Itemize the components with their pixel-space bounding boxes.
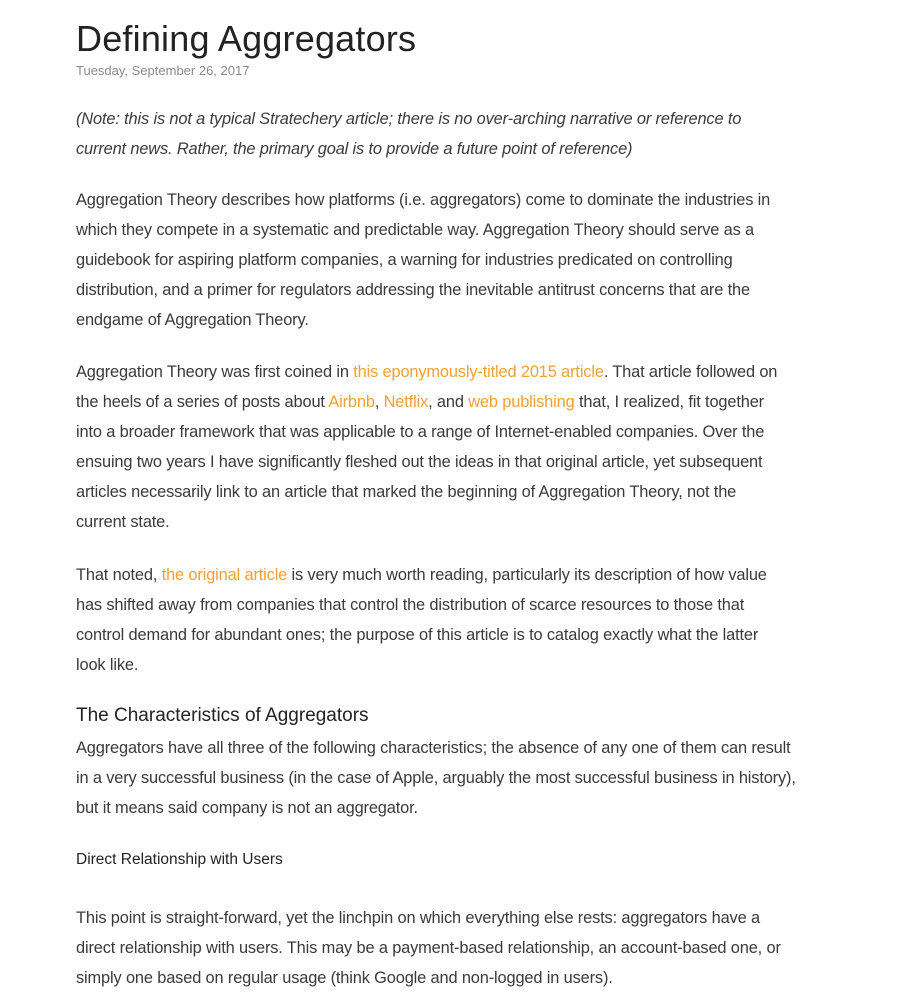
paragraph-line: which they compete in a systematic and predictable way. Aggregation Theory should serve as a xyxy=(76,221,755,239)
link-airbnb[interactable]: Airbnb xyxy=(328,393,375,411)
paragraph-line: but it means said company is not an aggregator. xyxy=(76,799,418,817)
text-run: is very much worth reading, particularly its description of how value xyxy=(287,566,767,584)
link-web-publishing[interactable]: web publishing xyxy=(468,393,575,411)
paragraph-original-article xyxy=(76,560,886,680)
paragraph-line: endgame of Aggregation Theory. xyxy=(76,311,309,329)
paragraph-history xyxy=(76,357,886,537)
section-heading: The Characteristics of Aggregators xyxy=(76,705,369,726)
subsection-heading: Direct Relationship with Users xyxy=(76,851,283,868)
paragraph-intro xyxy=(76,185,886,335)
link-eponymous-article[interactable]: this eponymously-titled 2015 article xyxy=(353,363,604,381)
text-run: that, I realized, fit together xyxy=(574,393,764,411)
paragraph-characteristics xyxy=(76,733,886,823)
paragraph-line: into a broader framework that was applicable to a range of Internet-enabled companies. Over the xyxy=(76,423,765,441)
paragraph-line: distribution, and a primer for regulators addressing the inevitable antitrust concerns that are the xyxy=(76,281,750,299)
article-title: Defining Aggregators xyxy=(76,18,417,59)
paragraph-line: direct relationship with users. This may be a payment-based relationship, an account-based one, or xyxy=(76,939,781,957)
article-date: Tuesday, September 26, 2017 xyxy=(76,63,250,78)
paragraph-line: Aggregators have all three of the following characteristics; the absence of any one of them can result xyxy=(76,739,791,757)
text-run: . That article followed on xyxy=(603,363,778,381)
paragraph-line xyxy=(76,387,886,417)
paragraph-line: look like. xyxy=(76,656,139,674)
paragraph-line: articles necessarily link to an article that marked the beginning of Aggregation Theory, not the xyxy=(76,483,737,501)
paragraph-line: current state. xyxy=(76,513,170,531)
text-run: , xyxy=(374,393,384,411)
paragraph-line: This point is straight-forward, yet the linchpin on which everything else rests: aggregators have a xyxy=(76,909,760,927)
note-line: (Note: this is not a typical Stratechery article; there is no over-arching narrative or reference to xyxy=(76,110,742,128)
paragraph-line xyxy=(76,560,886,590)
link-netflix[interactable]: Netflix xyxy=(383,393,429,411)
text-run: , and xyxy=(428,393,469,411)
paragraph-line: simply one based on regular usage (think Google and non-logged in users). xyxy=(76,969,613,987)
paragraph-line: control demand for abundant ones; the purpose of this article is to catalog exactly what the latter xyxy=(76,626,759,644)
paragraph-line: has shifted away from companies that control the distribution of scarce resources to those that xyxy=(76,596,745,614)
paragraph-line xyxy=(76,357,886,387)
link-original-article[interactable]: the original article xyxy=(161,566,288,584)
paragraph-line: guidebook for aspiring platform companies, a warning for industries predicated on controlling xyxy=(76,251,733,269)
paragraph-line: ensuing two years I have significantly fleshed out the ideas in that original article, yet subsequent xyxy=(76,453,763,471)
note-line: current news. Rather, the primary goal is to provide a future point of reference) xyxy=(76,140,633,158)
editor-note xyxy=(76,104,886,164)
text-run: the heels of a series of posts about xyxy=(76,393,329,411)
text-run: That noted, xyxy=(76,566,162,584)
text-run: Aggregation Theory was first coined in xyxy=(76,363,354,381)
paragraph-direct-relationship xyxy=(76,903,886,993)
paragraph-line: in a very successful business (in the case of Apple, arguably the most successful business in history), xyxy=(76,769,796,787)
paragraph-line: Aggregation Theory describes how platforms (i.e. aggregators) come to dominate the industries in xyxy=(76,191,771,209)
